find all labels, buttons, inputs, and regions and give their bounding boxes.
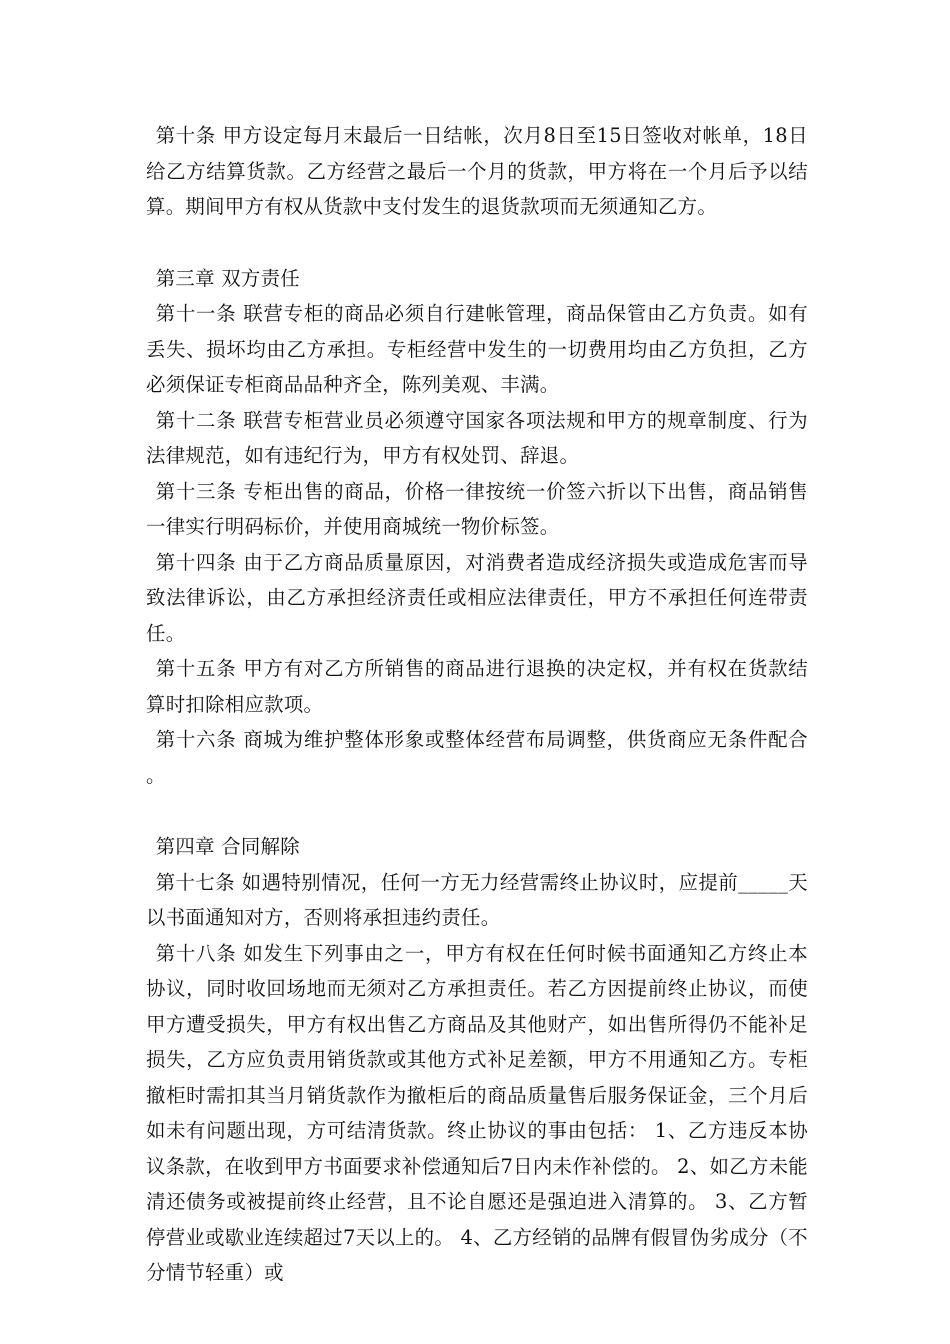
article-18: 第十八条 如发生下列事由之一，甲方有权在任何时候书面通知乙方终止本协议，同时收回场地而无须对乙方承担责任。若乙方因提前终止协议，而使甲方遭受损失，甲方有权出售乙方商品及其他财产，如出售所得仍不能补足损失，乙方应负责用销货款或其他方式补足差额，甲方不用通知乙方。专柜撤柜时需扣其当月销货款作为撤柜后的商品质量售后服务保证金，三个月后如未有问题出现，方可结清货款。终止协议的事由包括： 1、乙方违反本协议条款，在收到甲方书面要求补偿通知后7日内未作补偿的。 2、如乙方未能清还债务或被提前终止经营，且不论自愿还是强迫进入清算的。 3、乙方暂停营业或歇业连续超过7天以上的。 4、乙方经销的品牌有假冒伪劣成分（不分情节轻重）或 — [146, 941, 808, 1284]
article-13: 第十三条 专柜出售的商品，价格一律按统一价签六折以下出售，商品销售一律实行明码标价，并使用商城统一物价标签。 — [146, 479, 808, 538]
article-16: 第十六条 商城为维护整体形象或整体经营布局调整，供货商应无条件配合。 — [146, 728, 808, 787]
article-17: 第十七条 如遇特别情况，任何一方无力经营需终止协议时，应提前_____天以书面通知对方，否则将承担违约责任。 — [146, 870, 808, 929]
section-gap — [146, 793, 808, 829]
article-14: 第十四条 由于乙方商品质量原因，对消费者造成经济损失或造成危害而导致法律诉讼，由乙方承担经济责任或相应法律责任，甲方不承担任何连带责任。 — [146, 550, 808, 645]
article-10: 第十条 甲方设定每月末最后一日结帐，次月8日至15日签收对帐单，18日给乙方结算货款。乙方经营之最后一个月的货款，甲方将在一个月后予以结算。期间甲方有权从货款中支付发生的退货款项而无须通知乙方。 — [146, 124, 808, 218]
article-11: 第十一条 联营专柜的商品必须自行建帐管理，商品保管由乙方负责。如有丢失、损坏均由乙方承担。专柜经营中发生的一切费用均由乙方负担，乙方必须保证专柜商品品种齐全，陈列美观、丰满。 — [146, 302, 808, 396]
article-15: 第十五条 甲方有对乙方所销售的商品进行退换的决定权，并有权在货款结算时扣除相应款项。 — [146, 657, 808, 716]
article-12: 第十二条 联营专柜营业员必须遵守国家各项法规和甲方的规章制度、行为法律规范，如有违纪行为，甲方有权处罚、辞退。 — [146, 408, 808, 467]
chapter-3-heading: 第三章 双方责任 — [155, 266, 300, 290]
section-gap — [146, 225, 808, 261]
document-page — [146, 118, 808, 1291]
chapter-4-heading: 第四章 合同解除 — [155, 835, 300, 858]
